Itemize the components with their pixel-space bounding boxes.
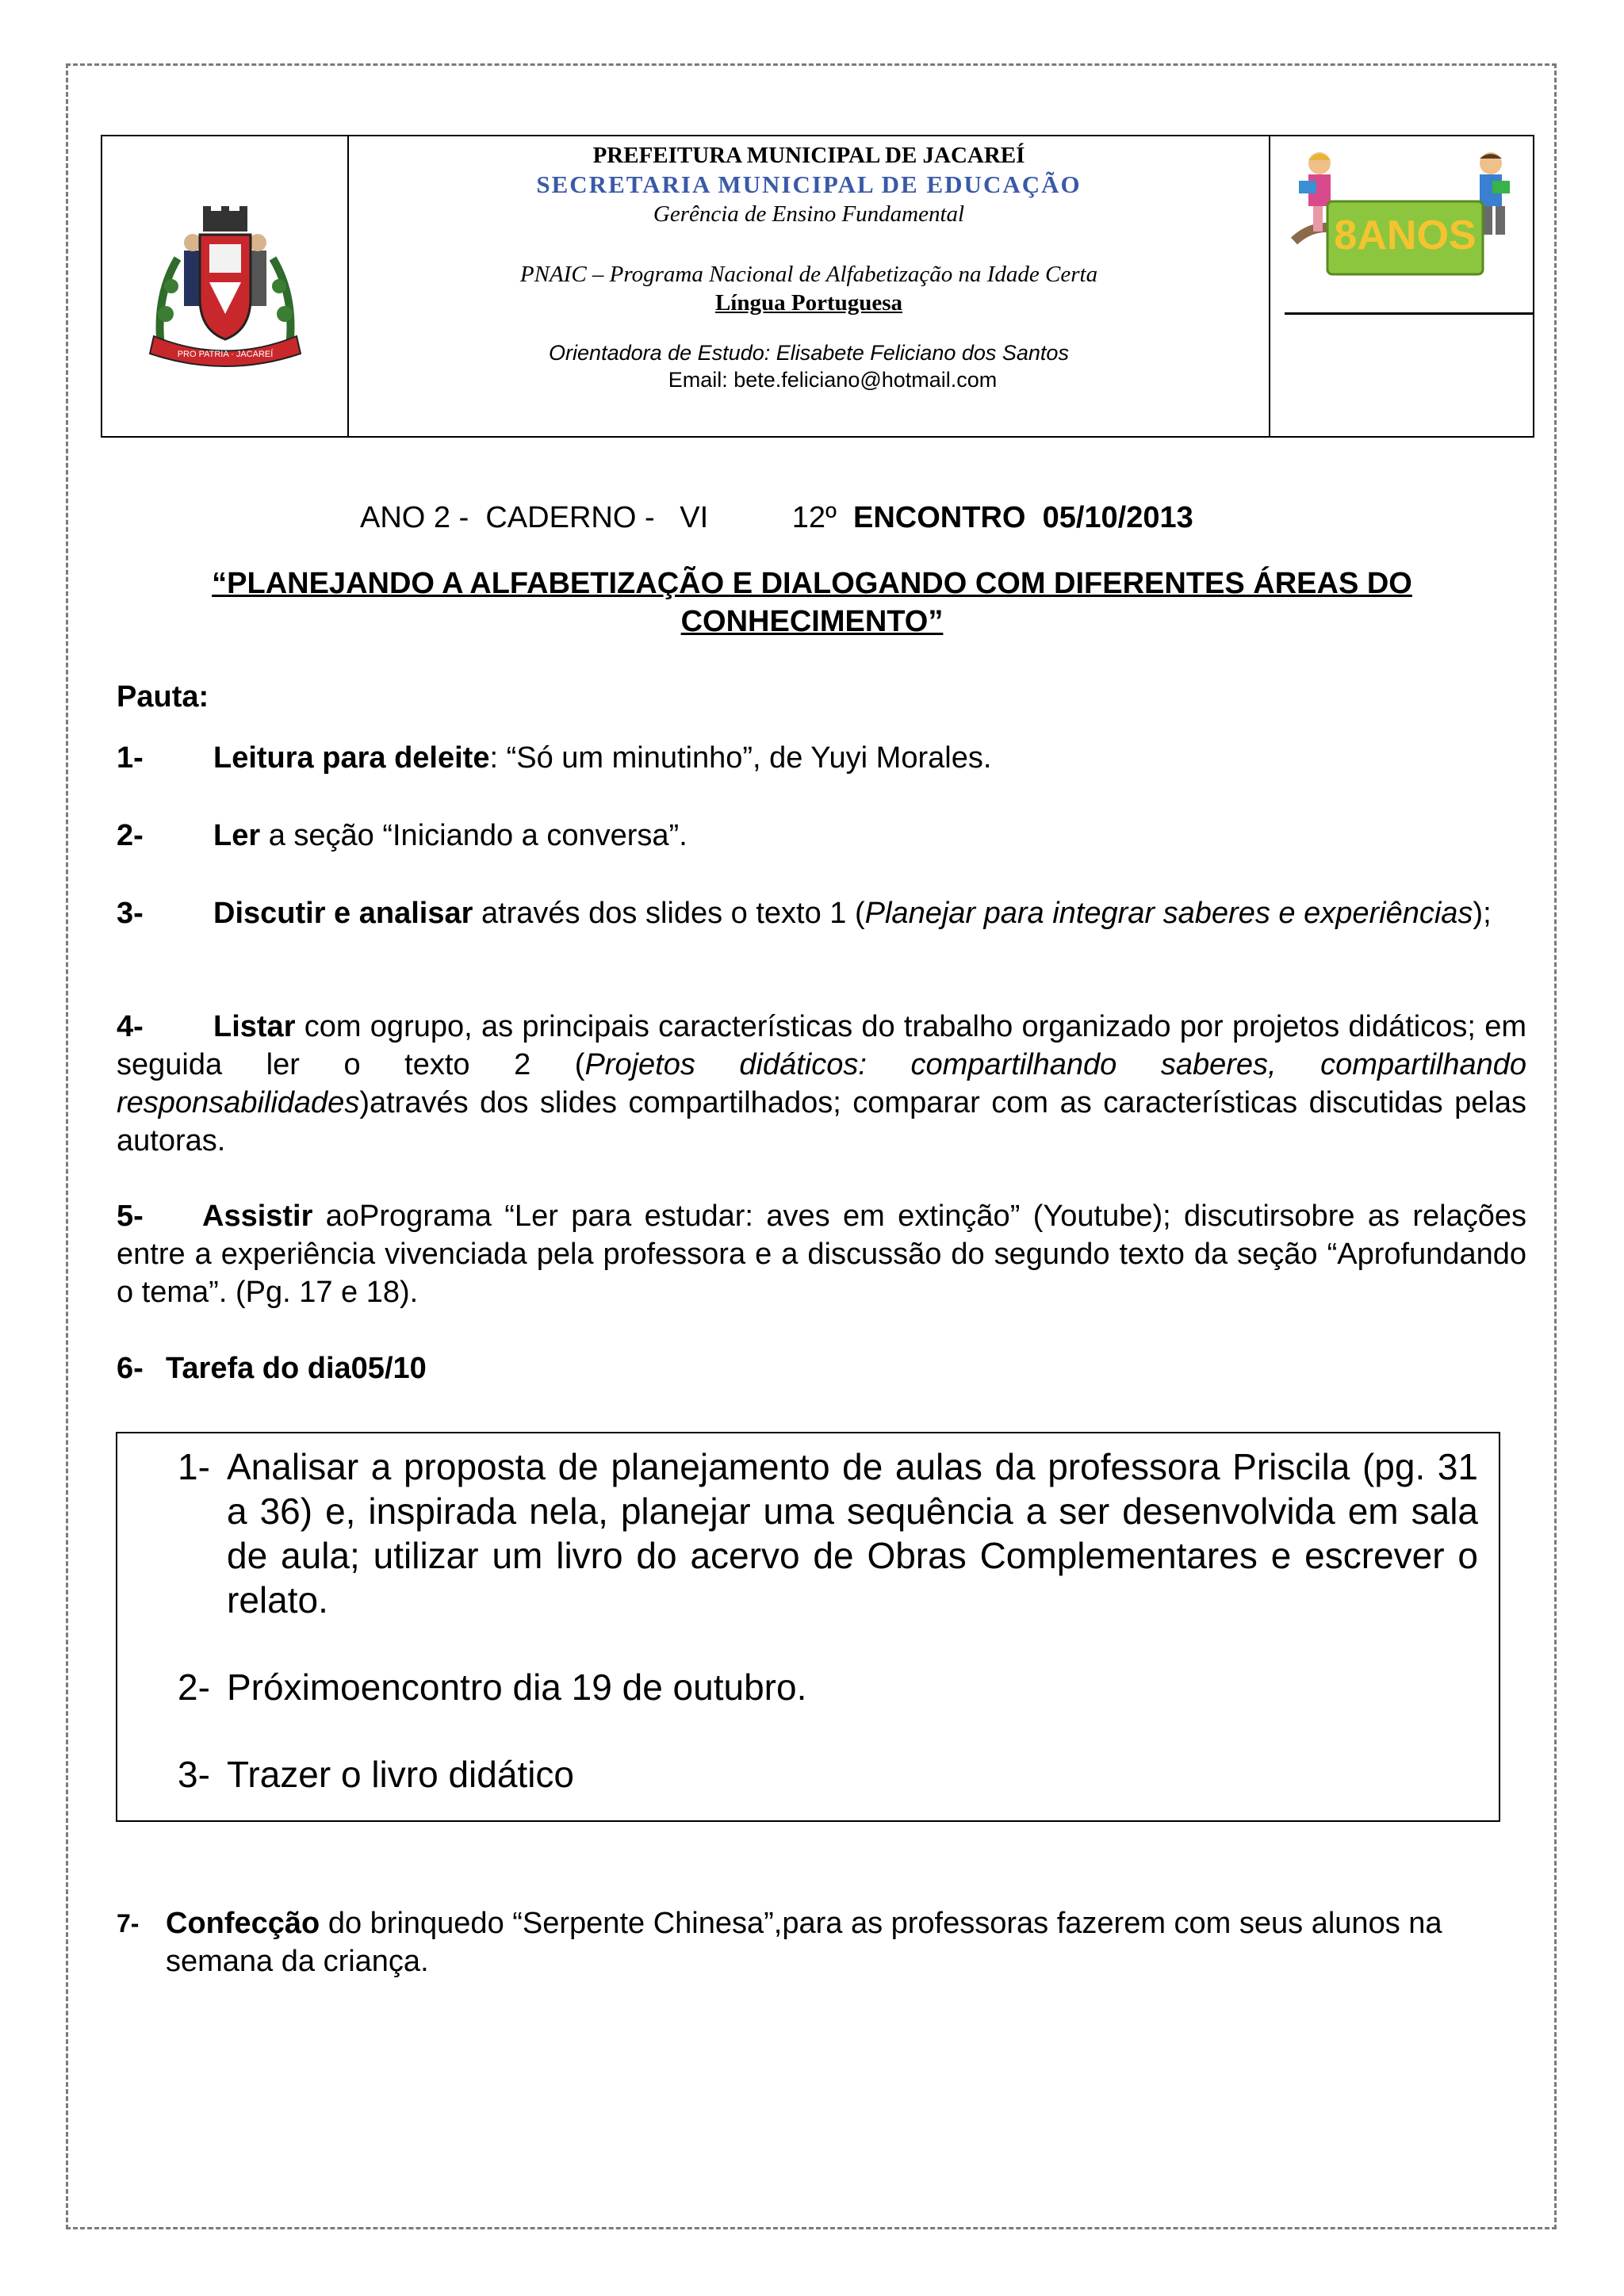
- agenda-item-1: [117, 739, 1526, 777]
- item-number: 4-: [117, 1010, 144, 1043]
- agenda-item-7: [117, 1904, 1526, 1980]
- meeting-prefix: ANO 2 - CADERNO - VI 12º: [360, 501, 854, 534]
- advisor-email: Email: bete.feliciano@hotmail.com: [668, 368, 998, 392]
- subject-name: Língua Portuguesa: [714, 290, 903, 316]
- item-text: aoPrograma “Ler para estudar: aves em extinção” (Youtube); discutirsobre as relações entre a experiência vivenciada pela professora e a discussão do segundo texto da seção “Aprofundando o tema”. (Pg. 17 e 18).: [117, 1200, 1526, 1309]
- task-item-1: [178, 1445, 1478, 1622]
- item-text: através dos slides o texto 1 (: [473, 897, 865, 930]
- item-number: 1-: [117, 741, 144, 775]
- item-number: 5-: [117, 1200, 144, 1233]
- department-name: Gerência de Ensino Fundamental: [653, 201, 965, 227]
- item-bold: Tarefa do dia05/10: [166, 1352, 427, 1385]
- task-item-3: [178, 1752, 1478, 1797]
- item-text: do brinquedo “Serpente Chinesa”,para as professoras fazerem com seus alunos na semana da criança.: [166, 1907, 1442, 1978]
- task-text: Próximoencontro dia 19 de outubro.: [227, 1667, 807, 1708]
- advisor-name: Orientadora de Estudo: Elisabete Feliciano dos Santos: [549, 341, 1069, 365]
- document-header: [101, 135, 1534, 438]
- document-title: “PLANEJANDO A ALFABETIZAÇÃO E DIALOGANDO COM DIFERENTES ÁREAS DO CONHECIMENTO”: [212, 567, 1412, 638]
- pauta-label: Pauta:: [117, 680, 209, 714]
- municipality-name: PREFEITURA MUNICIPAL DE JACAREÍ: [592, 143, 1025, 168]
- item-italic: Projetos didáticos: compartilhando saberes, compartilhando responsabilidades: [117, 1048, 1526, 1119]
- item-text: com ogrupo, as principais características do trabalho organizado por projetos didáticos; em seguida ler o texto 2 (: [117, 1010, 1526, 1081]
- agenda-item-5: [117, 1197, 1526, 1311]
- coat-of-arms-icon: [130, 203, 320, 369]
- item-text: : “Só um minutinho”, de Yuyi Morales.: [489, 741, 992, 775]
- task-item-2: [178, 1665, 1478, 1709]
- task-number: 2-: [178, 1667, 210, 1708]
- task-number: 1-: [178, 1446, 210, 1487]
- item-bold: Assistir: [202, 1200, 313, 1233]
- agenda-item-6: [117, 1349, 1526, 1387]
- item-italic: Planejar para integrar saberes e experiências: [864, 897, 1473, 930]
- program-name: PNAIC – Programa Nacional de Alfabetização na Idade Certa: [519, 262, 1098, 287]
- item-bold: Ler: [213, 819, 261, 852]
- children-reading-logo-icon: [1278, 146, 1532, 281]
- header-logo-cell: [102, 136, 349, 436]
- agenda-item-2: [117, 817, 1526, 855]
- item-text-end: );: [1473, 897, 1492, 930]
- item-number: 2-: [117, 819, 144, 852]
- agenda-item-3: [117, 894, 1526, 932]
- agenda-item-4: [117, 1008, 1526, 1160]
- header-text-cell: [349, 136, 1270, 436]
- task-box: [116, 1432, 1500, 1822]
- svg-text:8ANOS: 8ANOS: [1334, 212, 1477, 258]
- header-divider-line: [1285, 312, 1534, 315]
- task-text: Trazer o livro didático: [227, 1754, 575, 1795]
- item-text: a seção “Iniciando a conversa”.: [260, 819, 688, 852]
- header-right-cell: [1270, 136, 1533, 436]
- item-bold: Discutir e analisar: [213, 897, 473, 930]
- item-text-end: )através dos slides compartilhados; comparar com as características discutidas pelas autoras.: [117, 1086, 1526, 1158]
- item-bold: Listar: [213, 1010, 296, 1043]
- item-bold: Confecção: [166, 1907, 320, 1940]
- svg-text:PRO PATRIA · JACAREÍ: PRO PATRIA · JACAREÍ: [177, 350, 273, 359]
- item-number: 3-: [117, 897, 144, 930]
- task-text: Analisar a proposta de planejamento de aulas da professora Priscila (pg. 31 a 36) e, inspirada nela, planejar uma sequência a ser desenvolvida em sala de aula; utilizar um livro do acervo de Obras Complementares e escrever o relato.: [227, 1446, 1478, 1621]
- item-number: 6-: [117, 1352, 144, 1385]
- item-number: 7-: [117, 1909, 140, 1938]
- meeting-label: ENCONTRO 05/10/2013: [853, 501, 1193, 534]
- item-bold: Leitura para deleite: [213, 741, 490, 775]
- secretariat-name: SECRETARIA MUNICIPAL DE EDUCAÇÃO: [536, 170, 1082, 198]
- task-number: 3-: [178, 1754, 210, 1795]
- meeting-line: [360, 501, 1193, 535]
